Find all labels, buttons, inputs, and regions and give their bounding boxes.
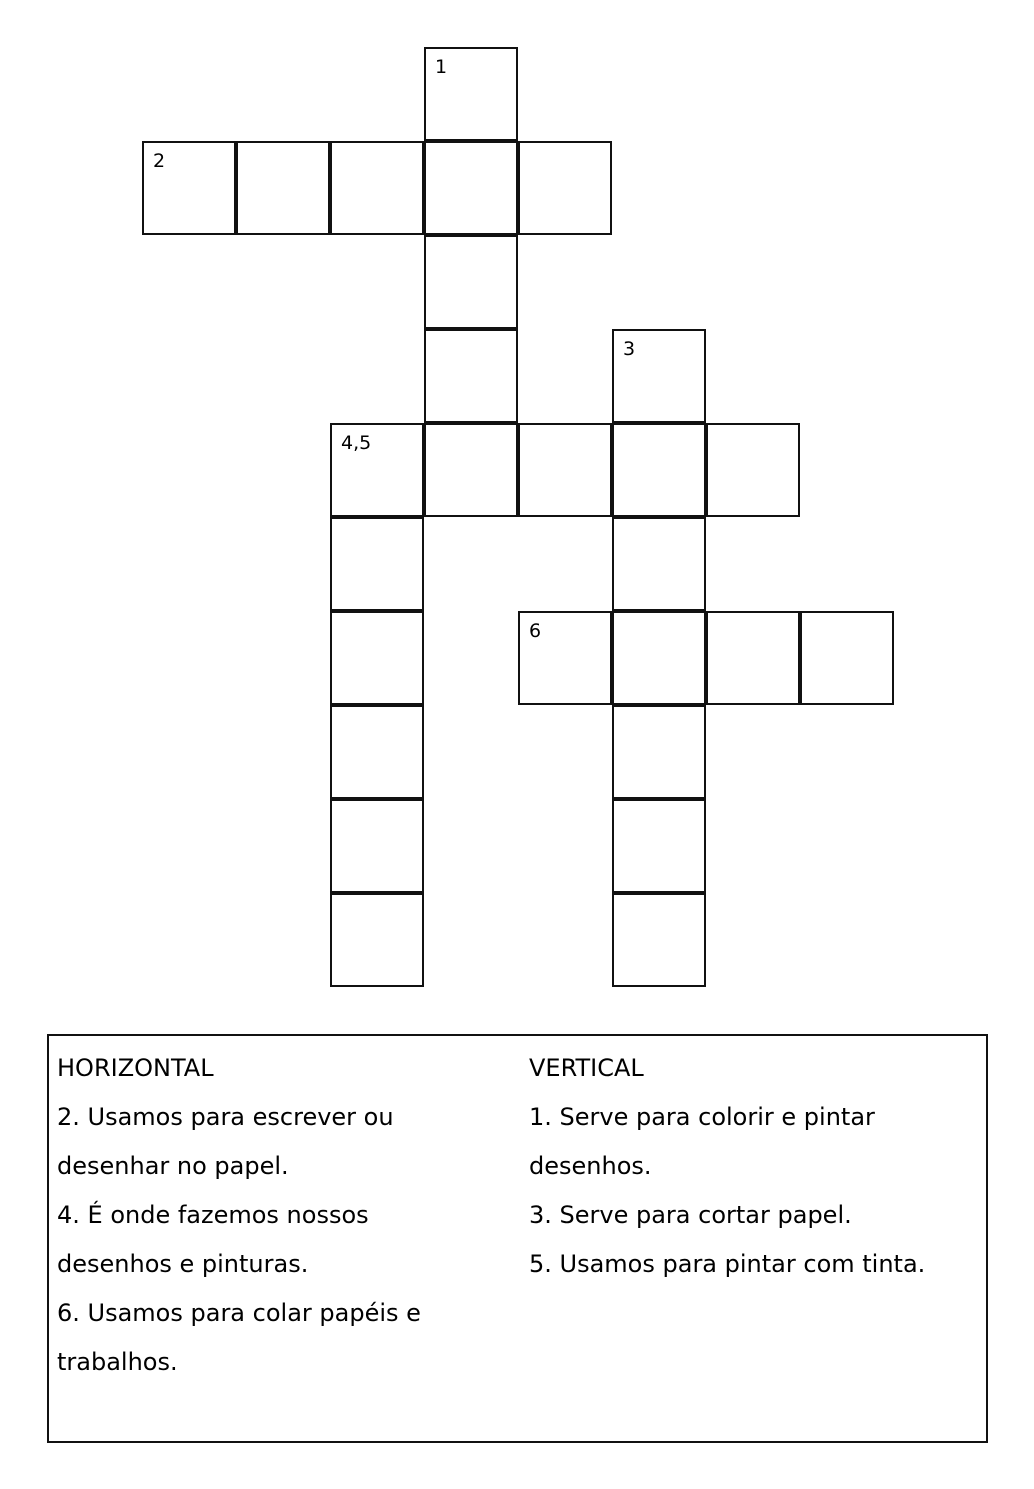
crossword-cell[interactable] xyxy=(612,423,706,517)
clue-horizontal-4: 4. É onde fazemos nossos desenhos e pinturas. xyxy=(57,1201,369,1278)
clue-horizontal-6: 6. Usamos para colar papéis e trabalhos. xyxy=(57,1299,421,1376)
crossword-cell[interactable] xyxy=(518,611,612,705)
crossword-cell[interactable] xyxy=(330,893,424,987)
crossword-cell[interactable] xyxy=(424,423,518,517)
clue-number-6: 6 xyxy=(529,620,542,642)
clue-number-4-5: 4,5 xyxy=(341,432,372,454)
clue-number-3: 3 xyxy=(623,338,636,360)
crossword-cell[interactable] xyxy=(330,611,424,705)
clue-vertical-1: 1. Serve para colorir e pintar desenhos. xyxy=(529,1103,875,1180)
crossword-cell[interactable] xyxy=(424,329,518,423)
clue-vertical-3: 3. Serve para cortar papel. xyxy=(529,1201,852,1229)
crossword-cell[interactable] xyxy=(706,611,800,705)
clue-vertical-5: 5. Usamos para pintar com tinta. xyxy=(529,1250,926,1278)
crossword-cell[interactable] xyxy=(330,705,424,799)
crossword-cell[interactable] xyxy=(142,141,236,235)
crossword-cell[interactable] xyxy=(236,141,330,235)
crossword-cell[interactable] xyxy=(330,141,424,235)
clue-horizontal-2: 2. Usamos para escrever ou desenhar no papel. xyxy=(57,1103,394,1180)
crossword-cell[interactable] xyxy=(706,423,800,517)
crossword-cell[interactable] xyxy=(612,799,706,893)
crossword-cell[interactable] xyxy=(518,423,612,517)
crossword-cell[interactable] xyxy=(612,517,706,611)
clue-number-2: 2 xyxy=(153,150,166,172)
clue-number-1: 1 xyxy=(435,56,448,78)
crossword-cell[interactable] xyxy=(330,517,424,611)
crossword-cell[interactable] xyxy=(424,47,518,141)
horizontal-heading: HORIZONTAL xyxy=(57,1054,214,1082)
crossword-cell[interactable] xyxy=(800,611,894,705)
crossword-cell[interactable] xyxy=(612,705,706,799)
crossword-cell[interactable] xyxy=(612,611,706,705)
crossword-cell[interactable] xyxy=(612,329,706,423)
crossword-cell[interactable] xyxy=(424,235,518,329)
crossword-cell[interactable] xyxy=(518,141,612,235)
horizontal-clues xyxy=(57,1044,497,1387)
vertical-heading: VERTICAL xyxy=(529,1054,644,1082)
crossword-cell[interactable] xyxy=(330,799,424,893)
crossword-cell[interactable] xyxy=(612,893,706,987)
clues-box xyxy=(47,1034,988,1443)
crossword-cell[interactable] xyxy=(424,141,518,235)
crossword-cell[interactable] xyxy=(330,423,424,517)
vertical-clues xyxy=(529,1044,984,1289)
